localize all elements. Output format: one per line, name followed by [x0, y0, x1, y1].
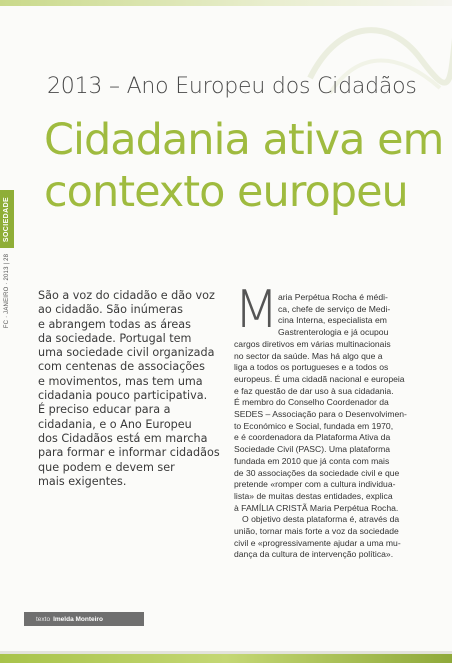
body-line: e é coordenadora da Plataforma Ativa da: [234, 432, 391, 443]
lead-line: da sociedade. Portugal tem: [38, 331, 192, 345]
body-line: liga a todos os portugueses e a todos os: [234, 362, 389, 373]
body-line: lista» de muitas destas entidades, explica: [234, 490, 393, 501]
body-line: e faz questão de dar uso à sua cidadania.: [234, 385, 394, 396]
body-line: fundada em 2010 que já conta com mais: [234, 455, 390, 466]
headline: [44, 114, 444, 218]
bottom-color-strip: [0, 654, 452, 663]
headline-line: Cidadania ativa em: [44, 115, 444, 165]
lead-line: e movimentos, mas tem uma: [38, 374, 203, 388]
lead-line: mais exigentes.: [38, 474, 127, 488]
body-line: dança da cultura de intervenção política».: [234, 549, 394, 560]
lead-line: uma sociedade civil organizada: [38, 346, 215, 360]
drop-cap: M: [234, 280, 279, 340]
lead-line: São a voz do cidadão e dão voz: [38, 289, 215, 302]
body-line: Gastrenterologia e já ocupou: [278, 327, 389, 338]
section-tab: [0, 190, 14, 248]
lead-line: com centenas de associações: [38, 360, 205, 374]
lead-line: É preciso educar para a: [38, 403, 171, 417]
body-column: [234, 292, 418, 561]
body-line: união, tornar mais forte a voz da sociedade: [234, 526, 399, 537]
body-line: O objetivo desta plataforma é, através da: [242, 514, 400, 525]
lead-paragraph: [38, 289, 228, 489]
lead-line: para formar e informar cidadãos: [38, 446, 220, 460]
kicker-title: 2013 – Ano Europeu dos Cidadãos: [47, 74, 417, 99]
lead-line: que podem e devem ser: [38, 460, 175, 474]
body-line: SEDES – Associação para o Desenvolvimen-: [234, 409, 407, 420]
body-line: É membro do Conselho Coordenador da: [234, 397, 389, 408]
lead-line: cidadania, e o Ano Europeu: [38, 417, 192, 431]
issue-meta-label: FC · JANEIRO · 2013 | 28: [4, 253, 11, 329]
author-byline: [24, 612, 144, 626]
headline-line: contexto europeu: [44, 167, 408, 217]
lead-line: ao cidadão. São inúmeras: [38, 303, 183, 317]
body-line: pretende «romper com a cultura individua-: [234, 479, 396, 490]
lead-line: cidadania pouco participativa.: [38, 389, 208, 403]
byline-prefix: texto: [36, 615, 51, 623]
section-tab-label: SOCIEDADE: [3, 196, 11, 242]
body-line: to Económico e Social, fundada em 1970,: [234, 420, 394, 431]
lead-line: dos Cidadãos está em marcha: [38, 431, 208, 445]
body-line: cargos diretivos em várias multinacionais: [234, 338, 391, 349]
issue-meta: [1, 253, 13, 329]
byline-author: Imelda Monteiro: [53, 615, 103, 623]
body-line: no sector da saúde. Mas há algo que a: [234, 350, 383, 361]
top-color-strip: [0, 0, 452, 6]
body-line: Sociedade Civil (PASC). Uma plataforma: [234, 444, 391, 455]
body-line: cina Interna, especialista em: [278, 315, 387, 326]
body-line: de 30 associações da sociedade civil e que: [234, 467, 400, 478]
lead-line: e abrangem todas as áreas: [38, 317, 191, 331]
body-line: europeus. É uma cidadã nacional e europeia: [234, 373, 405, 384]
body-line: aria Perpétua Rocha é médi-: [278, 292, 388, 302]
body-line: ca, chefe de serviço de Medi-: [278, 303, 391, 314]
body-line: civil e «progressivamente ajudar a uma mu-: [234, 537, 401, 548]
body-line: à FAMÍLIA CRISTÃ Maria Perpétua Rocha.: [234, 502, 399, 513]
